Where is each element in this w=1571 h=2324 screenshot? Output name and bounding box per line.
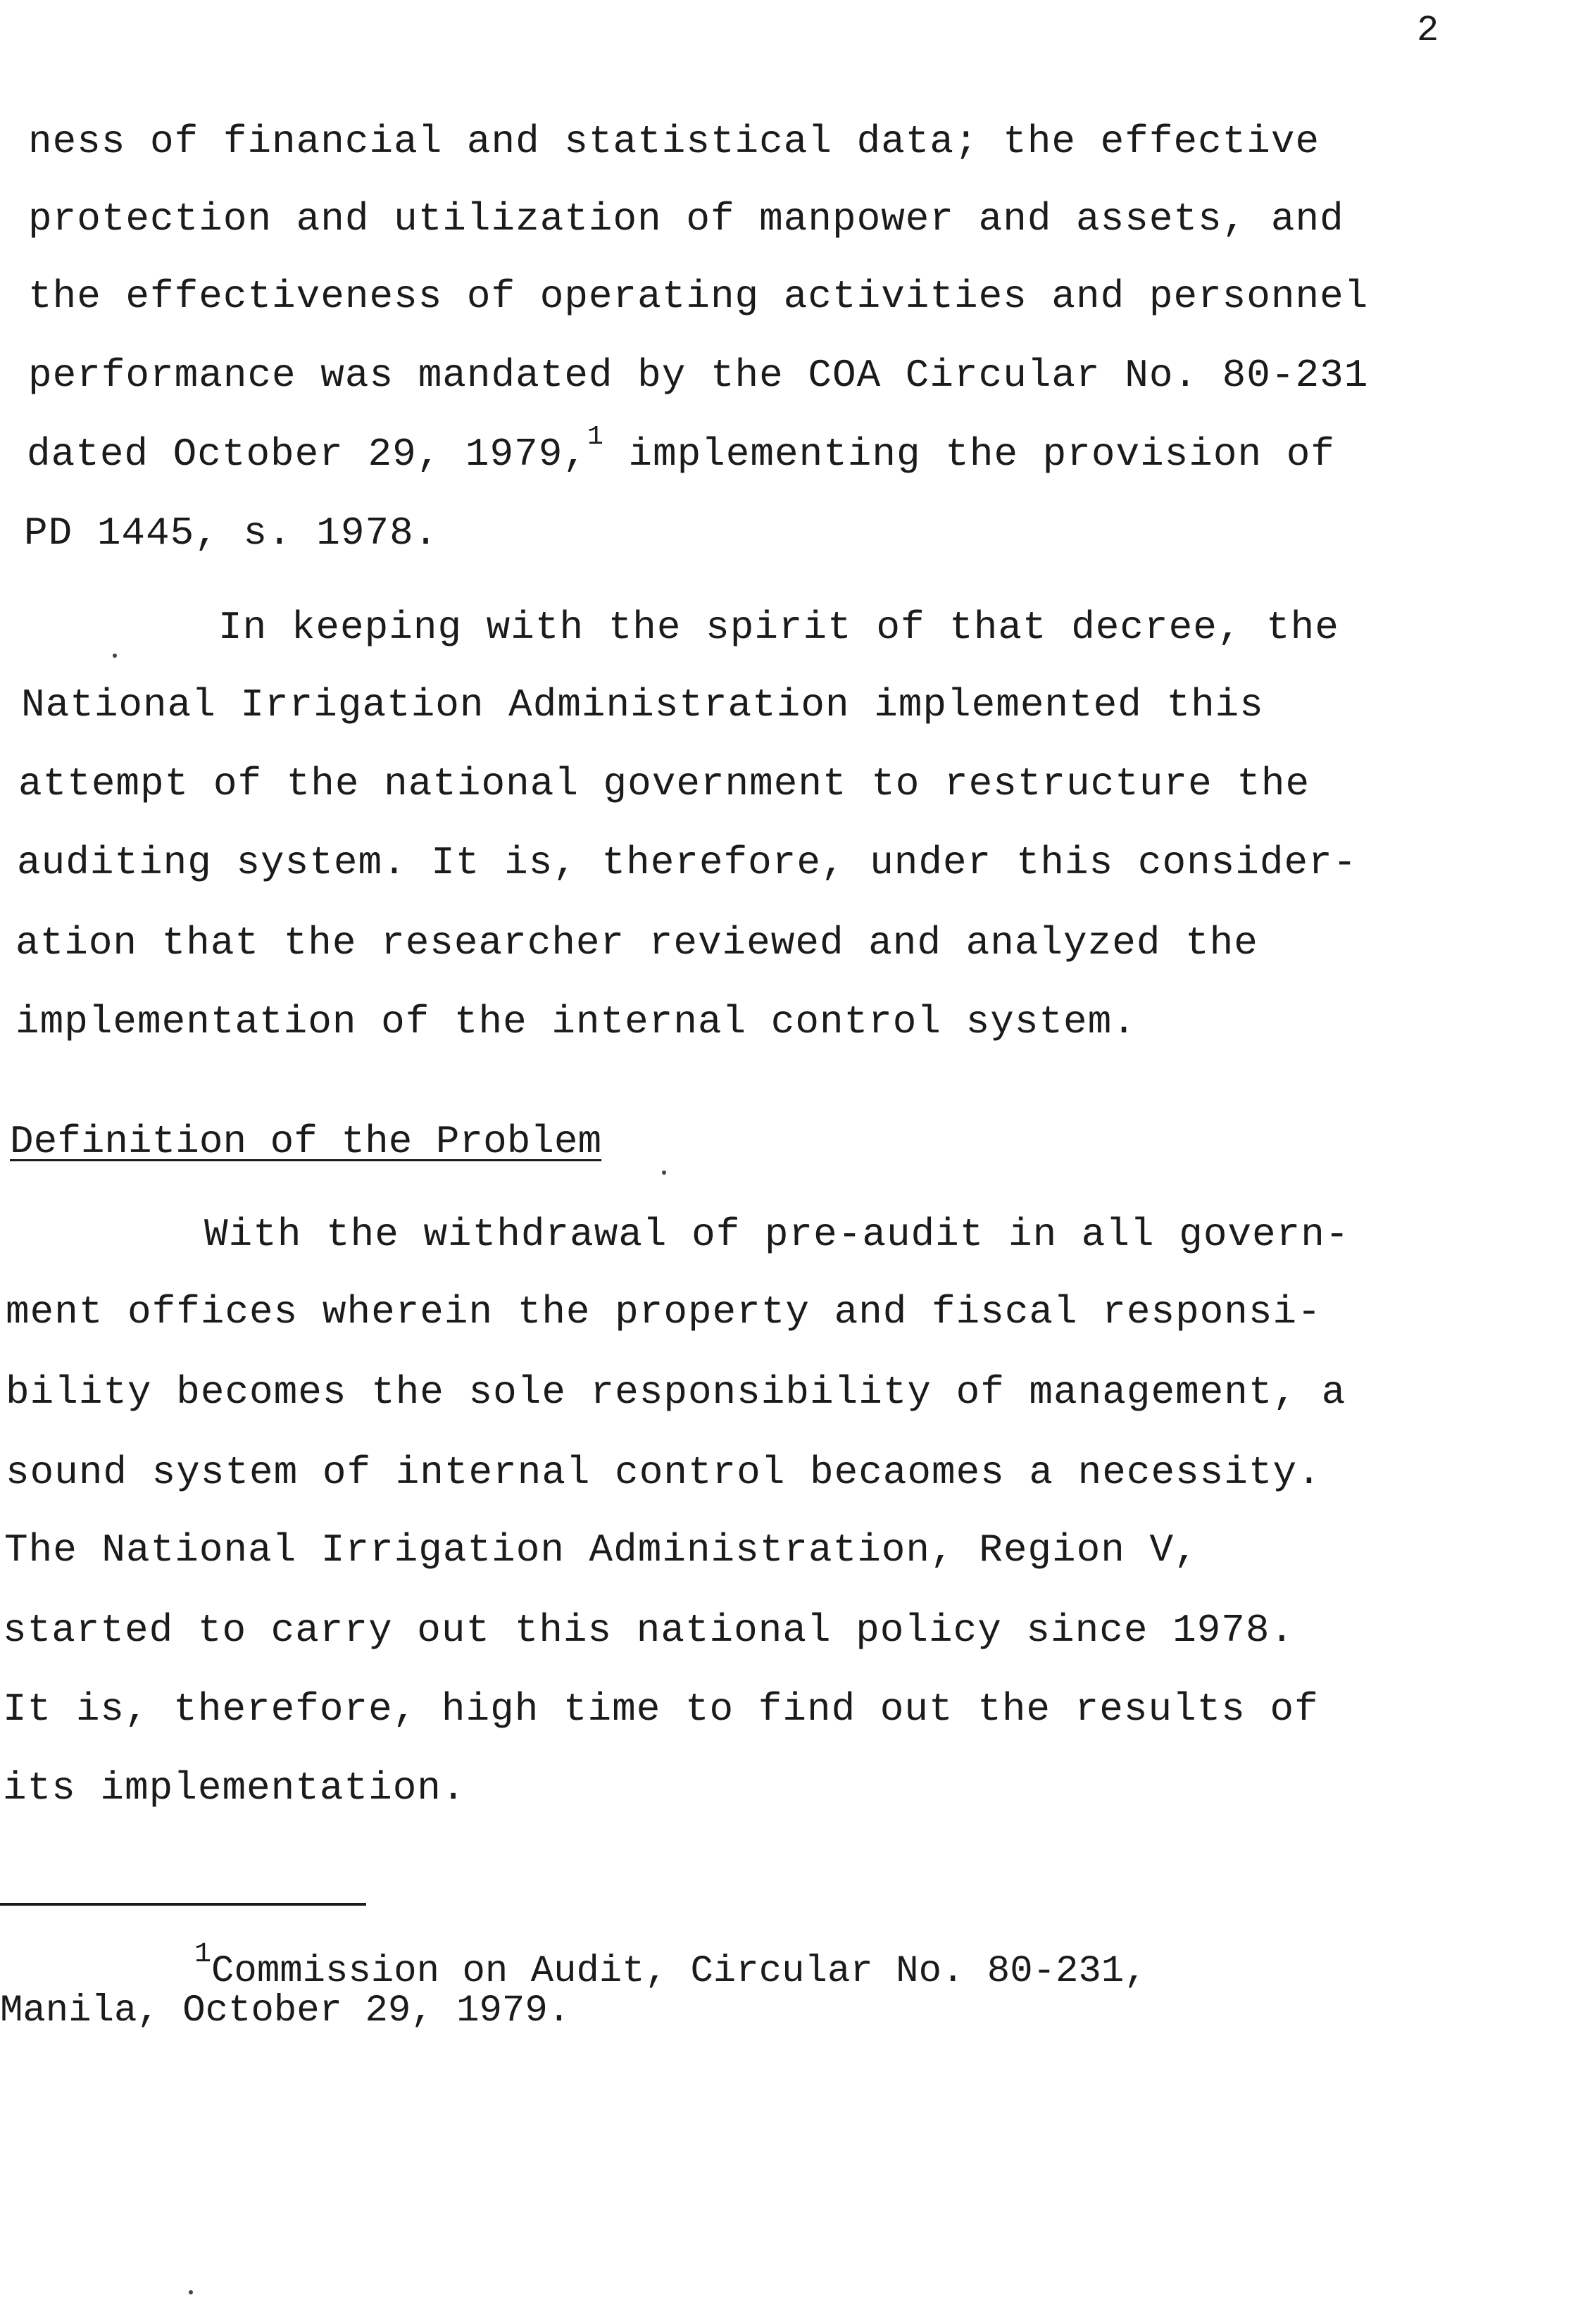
text-line: ment offices wherein the property and fiscal responsi-: [6, 1289, 1322, 1335]
text-line: attempt of the national government to restructure the: [18, 761, 1310, 806]
footnote-marker: 1: [194, 1939, 212, 1970]
page-number: 2: [1417, 10, 1439, 51]
scan-speck: [662, 1170, 666, 1175]
text-line: implementation of the internal control system.: [15, 999, 1137, 1044]
text-line: sound system of internal control becaomes a necessity.: [6, 1450, 1322, 1495]
footnote-line: Manila, October 29, 1979.: [0, 1989, 571, 2032]
text-line: ness of financial and statistical data; the effective: [28, 119, 1320, 164]
text-line: ation that the researcher reviewed and analyzed the: [15, 920, 1258, 966]
text-fragment: implementing the provision of: [603, 432, 1335, 477]
text-line: its implementation.: [3, 1766, 466, 1811]
footnote-text: Commission on Audit, Circular No. 80-231,: [211, 1950, 1147, 1993]
scan-speck: [113, 654, 117, 658]
text-line: bility becomes the sole responsibility of management, a: [6, 1370, 1346, 1415]
footnote-reference: 1: [587, 422, 604, 452]
text-line: started to carry out this national policy since 1978.: [3, 1608, 1295, 1653]
text-line: the effectiveness of operating activities and personnel: [28, 274, 1369, 319]
text-line: PD 1445, s. 1978.: [24, 511, 439, 556]
text-line: National Irrigation Administration implemented this: [21, 682, 1264, 727]
text-line: protection and utilization of manpower and assets, and: [28, 196, 1344, 242]
text-fragment: dated October 29, 1979,: [27, 432, 587, 477]
text-line: In keeping with the spirit of that decree, the: [218, 605, 1339, 650]
text-line: performance was mandated by the COA Circular No. 80-231: [28, 353, 1369, 398]
text-line: With the withdrawal of pre-audit in all govern-: [204, 1212, 1350, 1257]
text-line: auditing system. It is, therefore, under this consider-: [17, 840, 1358, 885]
text-line: It is, therefore, high time to find out the results of: [3, 1687, 1319, 1732]
section-heading: Definition of the Problem: [10, 1119, 602, 1164]
footnote-rule: [0, 1903, 366, 1906]
scan-speck: [189, 2290, 193, 2294]
text-line: The National Irrigation Administration, Region V,: [4, 1528, 1198, 1573]
text-line: [27, 422, 1335, 482]
